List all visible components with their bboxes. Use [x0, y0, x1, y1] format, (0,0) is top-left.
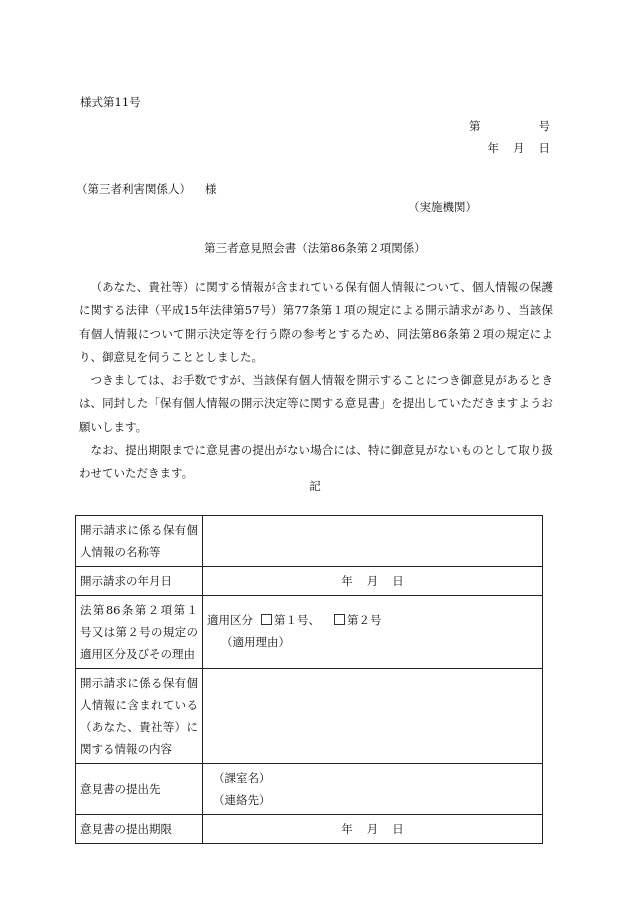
- issue-date-year: 年: [487, 141, 499, 155]
- request-date-day: 日: [392, 574, 404, 588]
- table-row: [76, 596, 543, 669]
- document-number: [469, 118, 550, 134]
- deadline-day: 日: [392, 822, 404, 836]
- value-request-date: [203, 567, 543, 596]
- issue-date-day: 日: [538, 141, 550, 155]
- deadline-month: 月: [366, 822, 379, 836]
- table-row: [76, 516, 543, 567]
- info-table: [75, 515, 543, 844]
- table-row: [76, 669, 543, 764]
- table-row: [76, 815, 543, 844]
- body-paragraph: （あなた、貴社等）に関する情報が含まれている保有個人情報について、個人情報の保護に関する法律（平成15年法律第57号）第77条第１項の規定による開示請求があり、当該保有個人情報について開示決定等を行う際の参考とするため、同法第86条第２項の規定により、御意見を伺うこととしました。: [79, 280, 553, 364]
- value-submission-deadline: [203, 815, 543, 844]
- applicable-reason: （適用理由）: [221, 635, 290, 649]
- label-request-date: 開示請求の年月日: [76, 567, 203, 596]
- label-applicable-category: 法第86条第２項第１号又は第２号の規定の適用区分及びその理由: [76, 596, 203, 669]
- table-row: [76, 567, 543, 596]
- category-options: [207, 609, 538, 631]
- destination-department: （課室名）: [213, 771, 271, 785]
- destination-contact: （連絡先）: [213, 793, 271, 807]
- addressee-honorific: 様: [205, 182, 217, 196]
- body-text: [79, 276, 553, 486]
- checkbox-option-2[interactable]: [334, 614, 345, 625]
- label-request-info-name: 開示請求に係る保有個人情報の名称等: [76, 516, 203, 567]
- label-related-info-content: 開示請求に係る保有個人情報に含まれている（あなた、貴社等）に関する情報の内容: [76, 669, 203, 764]
- category-label: 適用区分: [207, 613, 253, 627]
- option-2-label: 第２号: [347, 613, 382, 627]
- table-row: [76, 764, 543, 815]
- checkbox-option-1[interactable]: [261, 614, 272, 625]
- request-date-month: 月: [366, 574, 379, 588]
- value-applicable-category: [203, 596, 543, 669]
- value-related-info-content: [203, 669, 543, 764]
- addressee: [76, 181, 217, 197]
- body-paragraph: なお、提出期限までに意見書の提出がない場合には、特に御意見がないものとして取り扱わせていただきます。: [79, 443, 553, 481]
- body-paragraph: つきましては、お手数ですが、当該保有個人情報を開示することにつき御意見があるときは、同封した「保有個人情報の開示決定等に関する意見書」を提出していただきますようお願いします。: [79, 373, 553, 434]
- document-number-prefix: 第: [469, 119, 481, 133]
- request-date-year: 年: [341, 574, 353, 588]
- label-submission-deadline: 意見書の提出期限: [76, 815, 203, 844]
- document-title: 第三者意見照会書（法第86条第２項関係）: [204, 241, 426, 255]
- issue-date-month: 月: [513, 141, 525, 155]
- addressee-label: （第三者利害関係人）: [76, 182, 191, 196]
- option-1-label: 第１号、: [274, 613, 320, 627]
- value-request-info-name: [203, 516, 543, 567]
- form-number: 様式第11号: [80, 95, 141, 109]
- issue-date: [488, 140, 551, 156]
- ki-heading: 記: [309, 479, 321, 493]
- value-submission-destination: [203, 764, 543, 815]
- label-submission-destination: 意見書の提出先: [76, 764, 203, 815]
- issuer: （実施機関）: [408, 200, 477, 214]
- deadline-year: 年: [341, 822, 353, 836]
- document-number-suffix: 号: [538, 119, 550, 133]
